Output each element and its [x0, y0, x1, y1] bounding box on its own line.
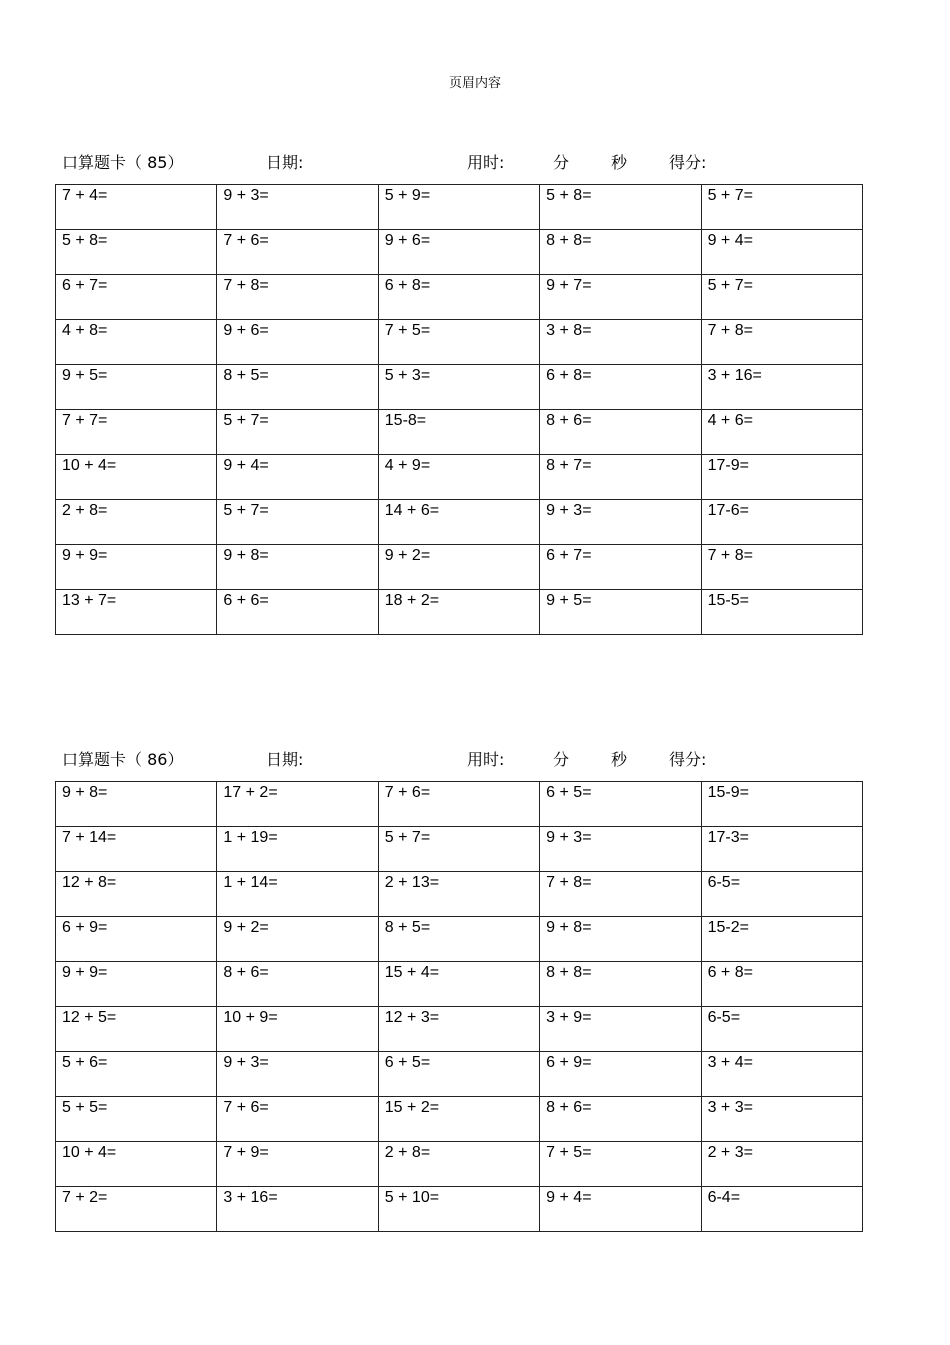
problem-cell: 9 + 5= — [56, 365, 217, 410]
problem-cell: 4 + 9= — [378, 455, 539, 500]
minutes-label: 分 — [553, 153, 570, 172]
date-label: 日期: — [266, 153, 304, 172]
problem-cell: 15-8= — [378, 410, 539, 455]
problem-cell: 7 + 2= — [56, 1187, 217, 1232]
problem-cell: 9 + 2= — [217, 917, 378, 962]
problem-cell: 9 + 6= — [217, 320, 378, 365]
problem-cell: 4 + 8= — [56, 320, 217, 365]
problem-row — [56, 827, 863, 872]
problem-cell: 18 + 2= — [378, 590, 539, 635]
problem-cell: 6 + 8= — [378, 275, 539, 320]
problem-cell: 9 + 8= — [217, 545, 378, 590]
problem-row — [56, 500, 863, 545]
problem-row — [56, 320, 863, 365]
problem-cell: 7 + 8= — [701, 320, 862, 365]
problem-cell: 9 + 5= — [540, 590, 701, 635]
problem-cell: 9 + 2= — [378, 545, 539, 590]
problem-cell: 9 + 3= — [540, 500, 701, 545]
problem-cell: 8 + 8= — [540, 962, 701, 1007]
problem-cell: 2 + 8= — [378, 1142, 539, 1187]
problem-cell: 6 + 8= — [540, 365, 701, 410]
problem-cell: 7 + 14= — [56, 827, 217, 872]
problem-row — [56, 1142, 863, 1187]
problem-cell: 9 + 8= — [540, 917, 701, 962]
problem-cell: 8 + 6= — [217, 962, 378, 1007]
problem-row — [56, 410, 863, 455]
problem-cell: 13 + 7= — [56, 590, 217, 635]
arithmetic-card-86 — [55, 745, 863, 1232]
problem-cell: 5 + 8= — [56, 230, 217, 275]
problem-cell: 1 + 14= — [217, 872, 378, 917]
problem-cell: 9 + 6= — [378, 230, 539, 275]
problem-cell: 2 + 3= — [701, 1142, 862, 1187]
problem-cell: 2 + 13= — [378, 872, 539, 917]
problem-cell: 17 + 2= — [217, 782, 378, 827]
problem-cell: 8 + 6= — [540, 410, 701, 455]
problem-cell: 3 + 4= — [701, 1052, 862, 1097]
problem-cell: 15 + 2= — [378, 1097, 539, 1142]
problem-cell: 6 + 8= — [701, 962, 862, 1007]
problem-cell: 5 + 5= — [56, 1097, 217, 1142]
problem-row — [56, 185, 863, 230]
problem-table — [55, 184, 863, 635]
problem-cell: 12 + 3= — [378, 1007, 539, 1052]
problem-cell: 7 + 8= — [540, 872, 701, 917]
problem-row — [56, 275, 863, 320]
problem-cell: 7 + 6= — [378, 782, 539, 827]
problem-row — [56, 365, 863, 410]
problem-cell: 5 + 7= — [217, 500, 378, 545]
problem-cell: 15-5= — [701, 590, 862, 635]
problem-row — [56, 1007, 863, 1052]
problem-cell: 9 + 9= — [56, 545, 217, 590]
problem-cell: 7 + 6= — [217, 1097, 378, 1142]
problem-row — [56, 545, 863, 590]
problem-cell: 17-3= — [701, 827, 862, 872]
problem-cell: 7 + 5= — [540, 1142, 701, 1187]
problem-cell: 6 + 5= — [378, 1052, 539, 1097]
problem-cell: 8 + 5= — [217, 365, 378, 410]
problem-row — [56, 1187, 863, 1232]
problem-table — [55, 781, 863, 1232]
problem-row — [56, 962, 863, 1007]
card-header — [55, 745, 863, 781]
page-header: 页眉内容 — [448, 76, 501, 91]
problem-cell: 9 + 7= — [540, 275, 701, 320]
problem-cell: 9 + 3= — [217, 1052, 378, 1097]
seconds-label: 秒 — [611, 153, 628, 172]
problem-cell: 6-5= — [701, 1007, 862, 1052]
problem-cell: 5 + 3= — [378, 365, 539, 410]
problem-cell: 6 + 5= — [540, 782, 701, 827]
problem-cell: 8 + 7= — [540, 455, 701, 500]
problem-cell: 3 + 16= — [701, 365, 862, 410]
problem-cell: 6-4= — [701, 1187, 862, 1232]
problem-cell: 10 + 9= — [217, 1007, 378, 1052]
problem-cell: 6 + 9= — [56, 917, 217, 962]
problem-cell: 12 + 5= — [56, 1007, 217, 1052]
problem-cell: 7 + 5= — [378, 320, 539, 365]
problem-row — [56, 230, 863, 275]
problem-cell: 5 + 8= — [540, 185, 701, 230]
time-label: 用时: — [467, 750, 505, 769]
problem-cell: 12 + 8= — [56, 872, 217, 917]
problem-cell: 9 + 3= — [540, 827, 701, 872]
problem-cell: 8 + 5= — [378, 917, 539, 962]
problem-cell: 4 + 6= — [701, 410, 862, 455]
problem-row — [56, 1097, 863, 1142]
score-label: 得分: — [669, 153, 707, 172]
time-label: 用时: — [467, 153, 505, 172]
problem-cell: 17-9= — [701, 455, 862, 500]
problem-cell: 3 + 16= — [217, 1187, 378, 1232]
problem-cell: 15-2= — [701, 917, 862, 962]
problem-cell: 17-6= — [701, 500, 862, 545]
problem-cell: 5 + 10= — [378, 1187, 539, 1232]
problem-row — [56, 455, 863, 500]
problem-cell: 5 + 9= — [378, 185, 539, 230]
problem-row — [56, 590, 863, 635]
problem-cell: 6 + 7= — [56, 275, 217, 320]
seconds-label: 秒 — [611, 750, 628, 769]
problem-cell: 3 + 9= — [540, 1007, 701, 1052]
problem-row — [56, 782, 863, 827]
problem-cell: 8 + 6= — [540, 1097, 701, 1142]
problem-cell: 9 + 8= — [56, 782, 217, 827]
card-header — [55, 148, 863, 184]
problem-cell: 10 + 4= — [56, 1142, 217, 1187]
problem-cell: 6 + 9= — [540, 1052, 701, 1097]
problem-row — [56, 872, 863, 917]
problem-cell: 2 + 8= — [56, 500, 217, 545]
problem-cell: 15-9= — [701, 782, 862, 827]
problem-cell: 8 + 8= — [540, 230, 701, 275]
problem-cell: 9 + 3= — [217, 185, 378, 230]
problem-cell: 7 + 7= — [56, 410, 217, 455]
problem-cell: 14 + 6= — [378, 500, 539, 545]
problem-cell: 5 + 7= — [217, 410, 378, 455]
problem-cell: 9 + 4= — [217, 455, 378, 500]
problem-cell: 9 + 4= — [540, 1187, 701, 1232]
problem-cell: 5 + 7= — [701, 185, 862, 230]
problem-cell: 7 + 8= — [701, 545, 862, 590]
problem-cell: 5 + 7= — [701, 275, 862, 320]
problem-cell: 3 + 8= — [540, 320, 701, 365]
score-label: 得分: — [669, 750, 707, 769]
problem-cell: 7 + 9= — [217, 1142, 378, 1187]
problem-cell: 7 + 6= — [217, 230, 378, 275]
card-title: 口算题卡（ 86） — [62, 750, 184, 769]
arithmetic-card-85 — [55, 148, 863, 635]
problem-row — [56, 917, 863, 962]
problem-cell: 7 + 4= — [56, 185, 217, 230]
problem-row — [56, 1052, 863, 1097]
problem-cell: 15 + 4= — [378, 962, 539, 1007]
problem-cell: 3 + 3= — [701, 1097, 862, 1142]
date-label: 日期: — [266, 750, 304, 769]
problem-cell: 5 + 6= — [56, 1052, 217, 1097]
problem-cell: 10 + 4= — [56, 455, 217, 500]
problem-cell: 5 + 7= — [378, 827, 539, 872]
problem-cell: 9 + 9= — [56, 962, 217, 1007]
problem-cell: 7 + 8= — [217, 275, 378, 320]
problem-cell: 6 + 7= — [540, 545, 701, 590]
problem-cell: 9 + 4= — [701, 230, 862, 275]
minutes-label: 分 — [553, 750, 570, 769]
problem-cell: 1 + 19= — [217, 827, 378, 872]
problem-cell: 6 + 6= — [217, 590, 378, 635]
card-title: 口算题卡（ 85） — [62, 153, 184, 172]
problem-cell: 6-5= — [701, 872, 862, 917]
